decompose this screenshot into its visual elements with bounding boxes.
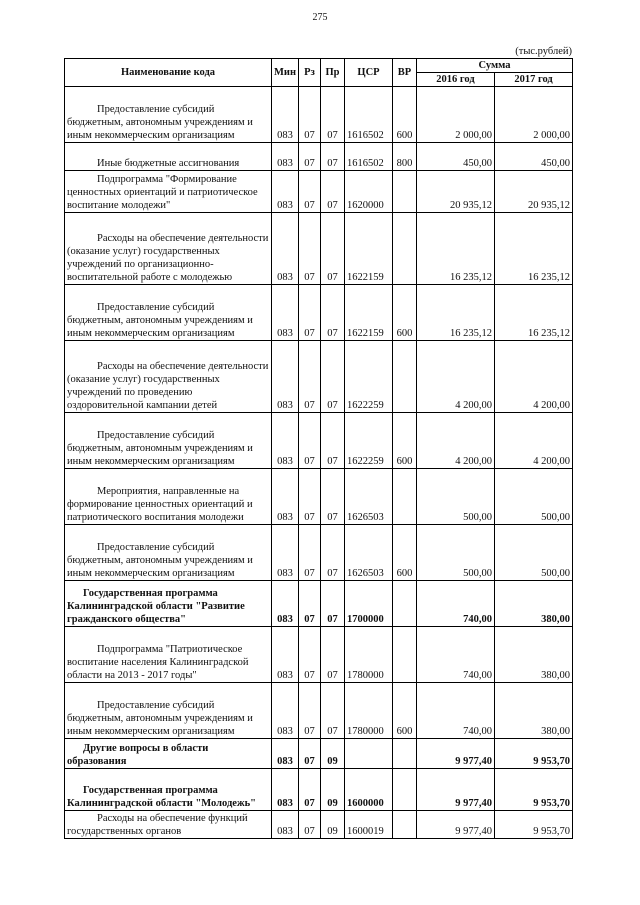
table-row [65, 627, 573, 683]
header-2017: 2017 год [495, 73, 573, 87]
header-csr: ЦСР [345, 59, 393, 87]
row-2017: 500,00 [495, 525, 573, 581]
row-rz: 07 [299, 683, 321, 739]
row-name: Государственная программа Калининградской области "Молодежь" [65, 769, 272, 811]
table-row [65, 769, 573, 811]
table-row [65, 171, 573, 213]
row-rz: 07 [299, 413, 321, 469]
row-min: 083 [272, 87, 299, 143]
row-name: Расходы на обеспечение деятельности (оказание услуг) государственных учреждений по проведению оздоровительной кампании детей [65, 341, 272, 413]
row-2017: 9 953,70 [495, 811, 573, 839]
row-2016: 2 000,00 [417, 87, 495, 143]
row-pr: 07 [321, 627, 345, 683]
row-2017: 4 200,00 [495, 341, 573, 413]
row-pr: 07 [321, 285, 345, 341]
header-vr: ВР [393, 59, 417, 87]
row-vr [393, 469, 417, 525]
row-2017: 500,00 [495, 469, 573, 525]
row-vr: 600 [393, 683, 417, 739]
row-rz: 07 [299, 341, 321, 413]
row-csr: 1622259 [345, 413, 393, 469]
row-vr: 600 [393, 525, 417, 581]
table-row [65, 413, 573, 469]
row-2016: 20 935,12 [417, 171, 495, 213]
row-rz: 07 [299, 739, 321, 769]
row-csr: 1622259 [345, 341, 393, 413]
row-pr: 07 [321, 171, 345, 213]
row-2017: 20 935,12 [495, 171, 573, 213]
row-name: Подпрограмма "Патриотическое воспитание населения Калининградской области на 2013 - 2017 годы" [65, 627, 272, 683]
table-row [65, 683, 573, 739]
row-rz: 07 [299, 811, 321, 839]
row-name: Мероприятия, направленные на формирование ценностных ориентаций и патриотического воспитания молодежи [65, 469, 272, 525]
row-rz: 07 [299, 581, 321, 627]
row-2016: 4 200,00 [417, 413, 495, 469]
row-min: 083 [272, 811, 299, 839]
row-min: 083 [272, 413, 299, 469]
row-name: Предоставление субсидий бюджетным, автономным учреждениям и иным некоммерческим организациям [65, 285, 272, 341]
header-pr: Пр [321, 59, 345, 87]
row-pr: 07 [321, 469, 345, 525]
table-row [65, 87, 573, 143]
row-pr: 09 [321, 811, 345, 839]
row-2017: 450,00 [495, 143, 573, 171]
row-csr: 1780000 [345, 683, 393, 739]
row-name: Расходы на обеспечение функций государственных органов [65, 811, 272, 839]
row-min: 083 [272, 285, 299, 341]
row-rz: 07 [299, 87, 321, 143]
row-rz: 07 [299, 143, 321, 171]
row-name: Предоставление субсидий бюджетным, автономным учреждениям и иным некоммерческим организациям [65, 683, 272, 739]
row-2016: 9 977,40 [417, 739, 495, 769]
row-rz: 07 [299, 213, 321, 285]
row-min: 083 [272, 171, 299, 213]
row-name: Государственная программа Калининградской области "Развитие гражданского общества" [65, 581, 272, 627]
row-name: Предоставление субсидий бюджетным, автономным учреждениям и иным некоммерческим организациям [65, 413, 272, 469]
row-2017: 16 235,12 [495, 285, 573, 341]
row-min: 083 [272, 525, 299, 581]
row-2017: 380,00 [495, 627, 573, 683]
row-2016: 740,00 [417, 627, 495, 683]
row-pr: 09 [321, 739, 345, 769]
header-2016: 2016 год [417, 73, 495, 87]
table-row [65, 581, 573, 627]
row-min: 083 [272, 739, 299, 769]
row-rz: 07 [299, 627, 321, 683]
row-rz: 07 [299, 171, 321, 213]
row-name: Иные бюджетные ассигнования [65, 143, 272, 171]
row-csr: 1616502 [345, 143, 393, 171]
row-pr: 07 [321, 213, 345, 285]
row-vr: 600 [393, 413, 417, 469]
row-2017: 4 200,00 [495, 413, 573, 469]
row-csr: 1620000 [345, 171, 393, 213]
row-csr: 1622159 [345, 285, 393, 341]
row-name: Предоставление субсидий бюджетным, автономным учреждениям и иным некоммерческим организациям [65, 87, 272, 143]
table-row [65, 143, 573, 171]
row-pr: 07 [321, 87, 345, 143]
row-vr: 600 [393, 285, 417, 341]
row-2017: 16 235,12 [495, 213, 573, 285]
header-sum: Сумма [417, 59, 573, 73]
row-min: 083 [272, 213, 299, 285]
row-name: Подпрограмма "Формирование ценностных ориентаций и патриотическое воспитание молодежи" [65, 171, 272, 213]
row-min: 083 [272, 581, 299, 627]
budget-table [64, 58, 573, 839]
row-vr [393, 811, 417, 839]
row-vr [393, 581, 417, 627]
row-min: 083 [272, 469, 299, 525]
row-name: Другие вопросы в области образования [65, 739, 272, 769]
row-2016: 740,00 [417, 683, 495, 739]
header-name: Наименование кода [65, 59, 272, 87]
row-min: 083 [272, 143, 299, 171]
row-csr: 1600019 [345, 811, 393, 839]
units-label: (тыс.рублей) [515, 46, 572, 57]
row-vr [393, 627, 417, 683]
row-name: Расходы на обеспечение деятельности (оказание услуг) государственных учреждений по организационно-воспитательной работе с молодежью [65, 213, 272, 285]
row-2017: 9 953,70 [495, 769, 573, 811]
row-min: 083 [272, 627, 299, 683]
row-csr: 1622159 [345, 213, 393, 285]
header-min: Мин [272, 59, 299, 87]
row-pr: 07 [321, 341, 345, 413]
row-2016: 500,00 [417, 525, 495, 581]
row-rz: 07 [299, 285, 321, 341]
table-row [65, 469, 573, 525]
row-rz: 07 [299, 469, 321, 525]
row-pr: 07 [321, 413, 345, 469]
row-vr [393, 341, 417, 413]
row-rz: 07 [299, 769, 321, 811]
row-pr: 09 [321, 769, 345, 811]
page-number: 275 [312, 12, 328, 23]
row-2016: 450,00 [417, 143, 495, 171]
row-2016: 740,00 [417, 581, 495, 627]
row-min: 083 [272, 683, 299, 739]
row-2016: 16 235,12 [417, 213, 495, 285]
row-pr: 07 [321, 581, 345, 627]
row-pr: 07 [321, 683, 345, 739]
row-2016: 500,00 [417, 469, 495, 525]
row-2017: 380,00 [495, 683, 573, 739]
table-row [65, 739, 573, 769]
table-row [65, 811, 573, 839]
row-min: 083 [272, 769, 299, 811]
row-rz: 07 [299, 525, 321, 581]
table-row [65, 213, 573, 285]
row-2016: 9 977,40 [417, 769, 495, 811]
row-pr: 07 [321, 143, 345, 171]
row-2016: 4 200,00 [417, 341, 495, 413]
row-csr: 1780000 [345, 627, 393, 683]
row-vr: 800 [393, 143, 417, 171]
header-rz: Рз [299, 59, 321, 87]
row-csr: 1626503 [345, 525, 393, 581]
row-csr: 1626503 [345, 469, 393, 525]
row-2017: 2 000,00 [495, 87, 573, 143]
row-csr: 1700000 [345, 581, 393, 627]
table-row [65, 285, 573, 341]
table-row [65, 341, 573, 413]
row-2016: 16 235,12 [417, 285, 495, 341]
row-csr: 1600000 [345, 769, 393, 811]
row-vr [393, 769, 417, 811]
row-vr [393, 171, 417, 213]
table-row [65, 525, 573, 581]
row-2017: 9 953,70 [495, 739, 573, 769]
row-vr: 600 [393, 87, 417, 143]
row-vr [393, 739, 417, 769]
row-name: Предоставление субсидий бюджетным, автономным учреждениям и иным некоммерческим организациям [65, 525, 272, 581]
row-2016: 9 977,40 [417, 811, 495, 839]
row-csr [345, 739, 393, 769]
row-min: 083 [272, 341, 299, 413]
row-vr [393, 213, 417, 285]
row-pr: 07 [321, 525, 345, 581]
row-2017: 380,00 [495, 581, 573, 627]
row-csr: 1616502 [345, 87, 393, 143]
